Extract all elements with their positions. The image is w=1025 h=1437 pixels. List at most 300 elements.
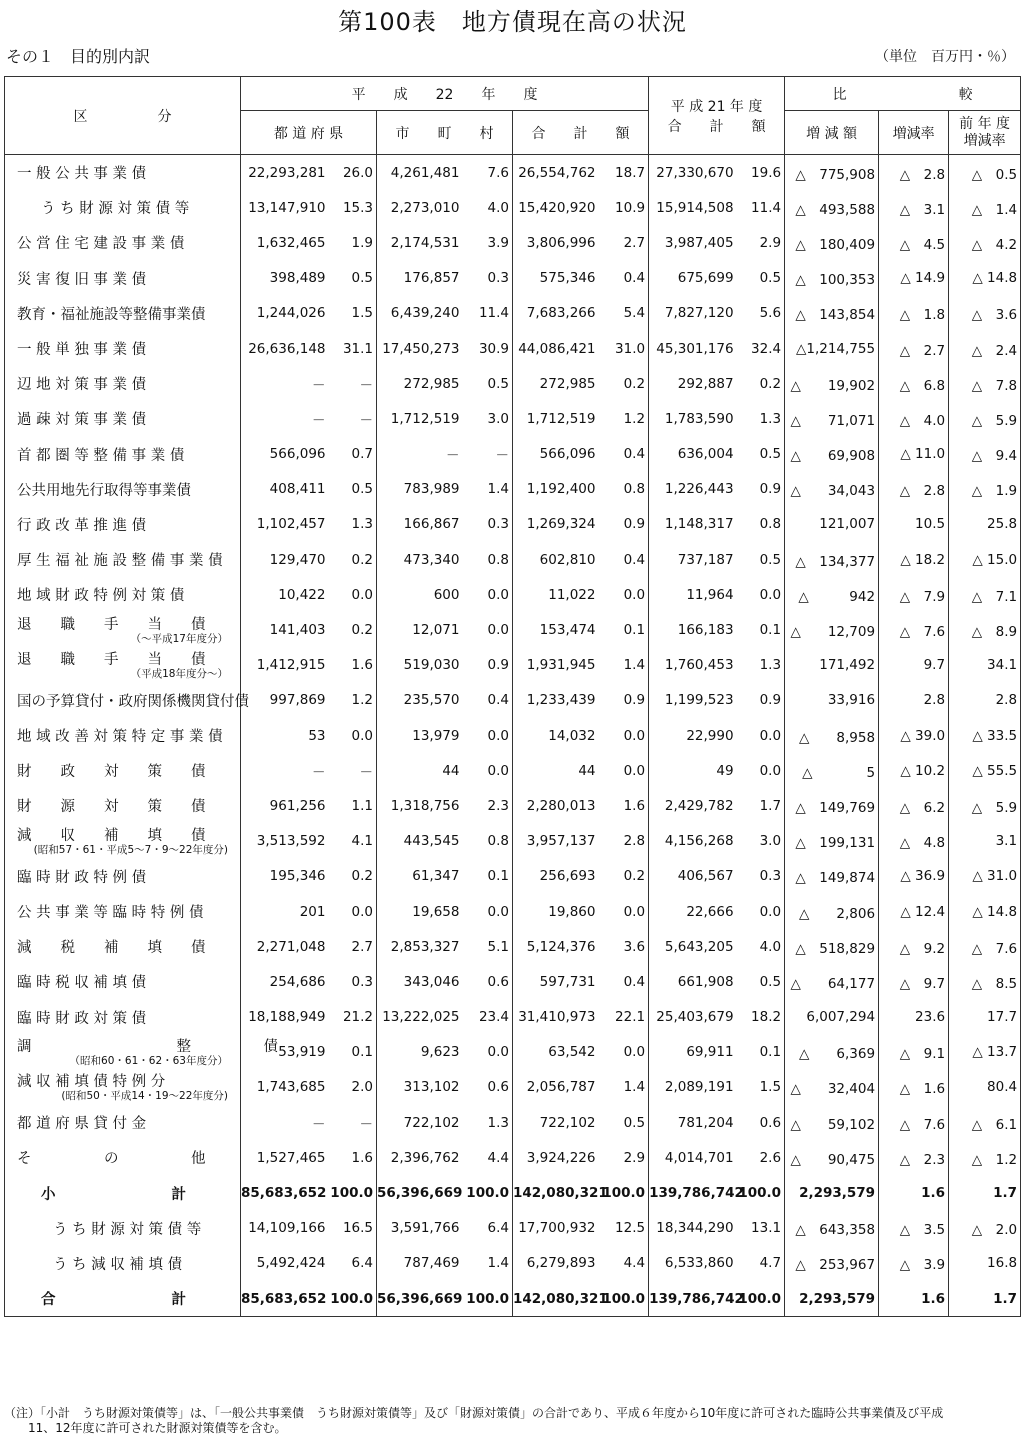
row-label bbox=[5, 155, 241, 191]
muni-value: 783,989 bbox=[377, 472, 463, 507]
subtotal-row bbox=[5, 1175, 1021, 1210]
pref-ratio: 0.0 bbox=[351, 727, 373, 744]
h21-value: 737,187 bbox=[649, 542, 737, 577]
rate-value: △ 12.4 bbox=[879, 894, 949, 929]
table-row bbox=[5, 894, 1021, 929]
total-ratio: 2.8 bbox=[623, 833, 646, 850]
footnote bbox=[4, 1406, 1024, 1436]
pref-value: 201 bbox=[241, 894, 329, 929]
pref-value: 254,686 bbox=[241, 964, 329, 999]
total-ratio: 5.4 bbox=[623, 305, 646, 322]
prev-rate-value: △ 5.9 bbox=[949, 401, 1021, 436]
diff-value: 2,293,579 bbox=[785, 1175, 879, 1210]
prev-rate-value: △ 8.5 bbox=[949, 964, 1021, 999]
header-prev-line1: 前 年 度 bbox=[959, 115, 1011, 132]
h21-value: 45,301,176 bbox=[649, 331, 737, 366]
rate-value: 1.6 bbox=[879, 1175, 949, 1210]
h21-ratio: 19.6 bbox=[737, 155, 785, 191]
header-compare: 比 較 bbox=[785, 77, 1021, 111]
muni-ratio: 1.4 bbox=[487, 1255, 509, 1272]
rate-value: 2.8 bbox=[879, 683, 949, 718]
total-value: 602,810 bbox=[513, 542, 599, 577]
muni-ratio: 0.6 bbox=[487, 1079, 509, 1096]
row-label bbox=[5, 964, 241, 999]
muni-value: 343,046 bbox=[377, 964, 463, 999]
row-label-text: 首 都 圏 等 整 備 事 業 債 bbox=[17, 447, 185, 464]
pref-ratio: 1.9 bbox=[351, 234, 373, 251]
prev-rate-value: △ 0.5 bbox=[949, 155, 1021, 191]
muni-ratio: 0.0 bbox=[487, 903, 509, 920]
row-label-note: (昭和57・61・平成5～7・9～22年度分) bbox=[33, 843, 228, 856]
row-label bbox=[5, 437, 241, 472]
muni-ratio: 0.0 bbox=[487, 1044, 509, 1061]
row-label-text: 厚 生 福 祉 施 設 整 備 事 業 債 bbox=[17, 553, 223, 570]
pref-value: 408,411 bbox=[241, 472, 329, 507]
grand-total-row bbox=[5, 1281, 1021, 1317]
h21-ratio: 0.0 bbox=[759, 903, 782, 920]
muni-ratio: 0.8 bbox=[487, 551, 509, 568]
h21-value: 1,226,443 bbox=[649, 472, 737, 507]
table-row bbox=[5, 788, 1021, 823]
rate-value: △ 9.1 bbox=[879, 1035, 949, 1070]
total-ratio: 12.5 bbox=[615, 1220, 646, 1237]
diff-value: △ 69,908 bbox=[785, 437, 879, 472]
prev-rate-value: △ 33.5 bbox=[949, 718, 1021, 753]
h21-value: 25,403,679 bbox=[649, 1000, 737, 1035]
prev-rate-value: △ 1.4 bbox=[949, 190, 1021, 225]
table-row bbox=[5, 542, 1021, 577]
muni-ratio: 0.4 bbox=[487, 692, 509, 709]
row-label bbox=[5, 824, 241, 859]
row-label-text: 財 源 対 策 債 bbox=[17, 799, 206, 816]
prev-rate-value: △ 2.0 bbox=[949, 1211, 1021, 1246]
h21-value: 6,533,860 bbox=[649, 1246, 737, 1281]
row-label-text: 減 収 補 填 債 特 例 分 bbox=[17, 1073, 166, 1090]
h21-ratio: 32.4 bbox=[751, 340, 782, 357]
h21-value: 5,643,205 bbox=[649, 929, 737, 964]
row-label-text: 臨 時 財 政 対 策 債 bbox=[17, 1010, 147, 1027]
muni-value: 9,623 bbox=[377, 1035, 463, 1070]
pref-value: 398,489 bbox=[241, 261, 329, 296]
muni-ratio: 6.4 bbox=[487, 1220, 509, 1237]
h21-ratio: 0.5 bbox=[759, 270, 782, 287]
prev-rate-value: △ 31.0 bbox=[949, 859, 1021, 894]
total-value: 256,693 bbox=[513, 859, 599, 894]
total-value: 722,102 bbox=[513, 1105, 599, 1140]
pref-ratio: － bbox=[359, 412, 373, 429]
total-value: 11,022 bbox=[513, 577, 599, 612]
muni-ratio: 2.3 bbox=[487, 797, 509, 814]
h21-ratio: 0.5 bbox=[759, 973, 782, 990]
prev-rate-value: 80.4 bbox=[949, 1070, 1021, 1105]
row-label bbox=[5, 296, 241, 331]
total-ratio: 0.0 bbox=[623, 586, 646, 603]
row-label-text: う ち 財 源 対 策 債 等 bbox=[53, 1221, 202, 1238]
muni-value: 787,469 bbox=[377, 1246, 463, 1281]
row-label bbox=[5, 507, 241, 542]
pref-value: 22,293,281 bbox=[241, 155, 329, 191]
h21-ratio: 13.1 bbox=[751, 1220, 782, 1237]
h21-value: 1,783,590 bbox=[649, 401, 737, 436]
row-label-text: 地 域 財 政 特 例 対 策 債 bbox=[17, 588, 185, 605]
pref-ratio: 0.2 bbox=[351, 868, 373, 885]
rate-value: △ 1.6 bbox=[879, 1070, 949, 1105]
total-value: 15,420,920 bbox=[513, 190, 599, 225]
h21-value: 4,014,701 bbox=[649, 1140, 737, 1175]
rate-value: 10.5 bbox=[879, 507, 949, 542]
diff-value: △ 32,404 bbox=[785, 1070, 879, 1105]
total-value: 2,280,013 bbox=[513, 788, 599, 823]
total-ratio: 3.6 bbox=[623, 938, 646, 955]
pref-ratio: 0.0 bbox=[351, 586, 373, 603]
muni-value: 4,261,481 bbox=[377, 155, 463, 191]
muni-value: 13,979 bbox=[377, 718, 463, 753]
muni-value: 519,030 bbox=[377, 648, 463, 683]
rate-value: △ 10.2 bbox=[879, 753, 949, 788]
rate-value: △ 1.8 bbox=[879, 296, 949, 331]
muni-value: 235,570 bbox=[377, 683, 463, 718]
total-ratio: 0.9 bbox=[623, 692, 646, 709]
h21-ratio: 11.4 bbox=[751, 199, 782, 216]
total-ratio: 4.4 bbox=[623, 1255, 646, 1272]
pref-ratio: － bbox=[359, 377, 373, 394]
h21-ratio: 0.5 bbox=[759, 551, 782, 568]
table-row bbox=[5, 718, 1021, 753]
h21-ratio: 4.0 bbox=[759, 938, 782, 955]
row-label bbox=[5, 225, 241, 260]
pref-ratio: 1.6 bbox=[351, 657, 373, 674]
h21-value: 7,827,120 bbox=[649, 296, 737, 331]
diff-value: △1,214,755 bbox=[785, 331, 879, 366]
table-row bbox=[5, 1000, 1021, 1035]
total-ratio: 1.2 bbox=[623, 410, 646, 427]
row-label-text: 調 整 債 bbox=[17, 1038, 278, 1055]
rate-value: △ 14.9 bbox=[879, 261, 949, 296]
table-row bbox=[5, 261, 1021, 296]
muni-value: 13,222,025 bbox=[377, 1000, 463, 1035]
pref-ratio: 1.5 bbox=[351, 305, 373, 322]
diff-value: △ 34,043 bbox=[785, 472, 879, 507]
diff-value: △ 253,967 bbox=[785, 1246, 879, 1281]
total-value: 44,086,421 bbox=[513, 331, 599, 366]
h21-value: 292,887 bbox=[649, 366, 737, 401]
pref-value: 10,422 bbox=[241, 577, 329, 612]
header-h21-line1: 平 成 21 年 度 bbox=[670, 98, 763, 115]
row-label-text: 小 計 bbox=[41, 1186, 186, 1203]
muni-ratio: 0.1 bbox=[487, 868, 509, 885]
rate-value: 1.6 bbox=[879, 1281, 949, 1317]
debt-balance-table bbox=[4, 76, 1021, 1317]
row-label-text: 減 収 補 填 債 bbox=[17, 827, 206, 844]
row-label bbox=[5, 683, 249, 718]
pref-value: 53 bbox=[241, 718, 329, 753]
total-value: 26,554,762 bbox=[513, 155, 599, 191]
total-value: 1,192,400 bbox=[513, 472, 599, 507]
row-label-note: (昭和50・平成14・19～22年度分) bbox=[61, 1089, 228, 1102]
rate-value: △ 6.2 bbox=[879, 788, 949, 823]
pref-ratio: 100.0 bbox=[329, 1281, 377, 1317]
rate-value: △ 36.9 bbox=[879, 859, 949, 894]
prev-rate-value: 17.7 bbox=[949, 1000, 1021, 1035]
pref-ratio: 0.0 bbox=[351, 903, 373, 920]
total-ratio: 0.1 bbox=[623, 622, 646, 639]
rate-value: △ 7.6 bbox=[879, 612, 949, 647]
h21-ratio: 0.9 bbox=[759, 692, 782, 709]
rate-value: △ 2.3 bbox=[879, 1140, 949, 1175]
prev-rate-value: △ 7.6 bbox=[949, 929, 1021, 964]
diff-value: 33,916 bbox=[785, 683, 879, 718]
row-label-text: 退 職 手 当 債 bbox=[17, 651, 206, 668]
diff-value: △ 2,806 bbox=[785, 894, 879, 929]
pref-value: 2,271,048 bbox=[241, 929, 329, 964]
h21-value: 2,429,782 bbox=[649, 788, 737, 823]
header-kubun: 区 分 bbox=[5, 77, 241, 155]
header-prefecture: 都 道 府 県 bbox=[241, 111, 377, 155]
total-ratio: 2.7 bbox=[623, 234, 646, 251]
total-ratio: 31.0 bbox=[615, 340, 646, 357]
muni-ratio: 100.0 bbox=[466, 1185, 509, 1202]
pref-ratio: 31.1 bbox=[342, 340, 373, 357]
rate-value: 9.7 bbox=[879, 648, 949, 683]
row-label-text: 過 疎 対 策 事 業 債 bbox=[17, 412, 147, 429]
h21-value: 661,908 bbox=[649, 964, 737, 999]
prev-rate-value: 34.1 bbox=[949, 648, 1021, 683]
prev-rate-value: △ 15.0 bbox=[949, 542, 1021, 577]
muni-ratio: 1.4 bbox=[487, 481, 509, 498]
row-label-text: 臨 時 財 政 特 例 債 bbox=[17, 869, 147, 886]
muni-value: 1,318,756 bbox=[377, 788, 463, 823]
pref-value: 1,102,457 bbox=[241, 507, 329, 542]
total-ratio: 0.0 bbox=[623, 903, 646, 920]
diff-value: △ 775,908 bbox=[785, 155, 879, 191]
pref-value: 961,256 bbox=[241, 788, 329, 823]
pref-value: 53,919 bbox=[241, 1035, 329, 1070]
table-row bbox=[5, 401, 1021, 436]
muni-value: 272,985 bbox=[377, 366, 463, 401]
row-label bbox=[5, 190, 241, 225]
rate-value: △ 11.0 bbox=[879, 437, 949, 472]
row-label bbox=[5, 401, 241, 436]
row-label-text: 財 政 対 策 債 bbox=[17, 764, 206, 781]
table-row bbox=[5, 366, 1021, 401]
unit-label: （単位 百万円・％） bbox=[875, 49, 1015, 65]
h21-ratio: 2.9 bbox=[759, 234, 782, 251]
pref-ratio: 6.4 bbox=[351, 1255, 373, 1272]
pref-value: 85,683,652 bbox=[241, 1281, 329, 1317]
h21-ratio: 0.2 bbox=[759, 375, 782, 392]
h21-ratio: 3.0 bbox=[759, 833, 782, 850]
table-row bbox=[5, 507, 1021, 542]
h21-ratio: 2.6 bbox=[759, 1149, 782, 1166]
muni-value: 313,102 bbox=[377, 1070, 463, 1105]
prev-rate-value: 1.7 bbox=[949, 1281, 1021, 1317]
pref-value: 195,346 bbox=[241, 859, 329, 894]
diff-value: △ 5 bbox=[785, 753, 879, 788]
total-ratio: 2.9 bbox=[623, 1149, 646, 1166]
table-row bbox=[5, 190, 1021, 225]
row-label bbox=[5, 788, 241, 823]
table-row bbox=[5, 683, 1021, 718]
h21-ratio: 5.6 bbox=[759, 305, 782, 322]
header-rate: 増減率 bbox=[879, 111, 949, 155]
diff-value: △ 149,874 bbox=[785, 859, 879, 894]
row-label bbox=[5, 366, 241, 401]
muni-value: 166,867 bbox=[377, 507, 463, 542]
row-label bbox=[5, 1140, 241, 1175]
h21-ratio: 1.5 bbox=[759, 1079, 782, 1096]
row-label-text: 辺 地 対 策 事 業 債 bbox=[17, 377, 147, 394]
table-row bbox=[5, 1140, 1021, 1175]
h21-value: 406,567 bbox=[649, 859, 737, 894]
diff-value: △ 71,071 bbox=[785, 401, 879, 436]
diff-value: 171,492 bbox=[785, 648, 879, 683]
muni-value: 2,396,762 bbox=[377, 1140, 463, 1175]
row-label-text: 地 域 改 善 対 策 特 定 事 業 債 bbox=[17, 729, 223, 746]
row-label bbox=[5, 648, 241, 683]
total-value: 1,931,945 bbox=[513, 648, 599, 683]
rate-value: △ 4.0 bbox=[879, 401, 949, 436]
row-label-text: 合 計 bbox=[41, 1292, 186, 1309]
row-label-text: う ち 減 収 補 填 債 bbox=[53, 1256, 183, 1273]
header-total: 合 計 額 bbox=[513, 111, 649, 155]
header-h22: 平 成 22 年 度 bbox=[241, 77, 649, 111]
prev-rate-value: △ 1.2 bbox=[949, 1140, 1021, 1175]
rate-value: △ 2.7 bbox=[879, 331, 949, 366]
pref-value: － bbox=[241, 1105, 329, 1140]
pref-ratio: 0.7 bbox=[351, 446, 373, 463]
total-ratio: 0.4 bbox=[623, 270, 646, 287]
diff-value: △ 90,475 bbox=[785, 1140, 879, 1175]
muni-ratio: 0.0 bbox=[487, 622, 509, 639]
muni-ratio: 0.0 bbox=[487, 762, 509, 779]
table-row bbox=[5, 437, 1021, 472]
h21-ratio: 4.7 bbox=[759, 1255, 782, 1272]
row-label bbox=[5, 1105, 241, 1140]
h21-value: 3,987,405 bbox=[649, 225, 737, 260]
h21-value: 1,148,317 bbox=[649, 507, 737, 542]
total-value: 2,056,787 bbox=[513, 1070, 599, 1105]
table-row bbox=[5, 648, 1021, 683]
muni-ratio: 0.3 bbox=[487, 516, 509, 533]
prev-rate-value: △ 2.4 bbox=[949, 331, 1021, 366]
rate-value: △ 2.8 bbox=[879, 472, 949, 507]
h21-ratio: 100.0 bbox=[738, 1185, 782, 1202]
h21-value: 15,914,508 bbox=[649, 190, 737, 225]
total-ratio: 0.0 bbox=[623, 1044, 646, 1061]
prev-rate-value: △ 5.9 bbox=[949, 788, 1021, 823]
prev-rate-value: △ 13.7 bbox=[949, 1035, 1021, 1070]
table-row bbox=[5, 1070, 1021, 1105]
row-label bbox=[5, 1246, 241, 1281]
total-ratio: 0.9 bbox=[623, 516, 646, 533]
total-value: 153,474 bbox=[513, 612, 599, 647]
h21-ratio: 100.0 bbox=[737, 1281, 785, 1317]
row-label bbox=[5, 718, 241, 753]
pref-value: 566,096 bbox=[241, 437, 329, 472]
rate-value: △ 4.5 bbox=[879, 225, 949, 260]
muni-ratio: 3.0 bbox=[487, 410, 509, 427]
pref-ratio: 15.3 bbox=[342, 199, 373, 216]
footnote-line-2: 11、12年度に許可された財源対策債等を含む。 bbox=[4, 1421, 287, 1435]
prev-rate-value: △ 14.8 bbox=[949, 261, 1021, 296]
row-label bbox=[5, 1070, 241, 1105]
total-value: 272,985 bbox=[513, 366, 599, 401]
total-ratio: 0.2 bbox=[623, 375, 646, 392]
total-value: 597,731 bbox=[513, 964, 599, 999]
total-ratio: 1.6 bbox=[623, 797, 646, 814]
prev-rate-value: △ 4.2 bbox=[949, 225, 1021, 260]
diff-value: △ 180,409 bbox=[785, 225, 879, 260]
row-label bbox=[5, 1211, 241, 1246]
table-row bbox=[5, 225, 1021, 260]
total-ratio: 22.1 bbox=[615, 1009, 646, 1026]
h21-value: 2,089,191 bbox=[649, 1070, 737, 1105]
pref-value: 141,403 bbox=[241, 612, 329, 647]
total-ratio: 0.0 bbox=[623, 727, 646, 744]
pref-value: 1,527,465 bbox=[241, 1140, 329, 1175]
table-row bbox=[5, 964, 1021, 999]
muni-ratio: 11.4 bbox=[478, 305, 509, 322]
total-value: 17,700,932 bbox=[513, 1211, 599, 1246]
total-ratio: 0.2 bbox=[623, 868, 646, 885]
total-ratio: 0.4 bbox=[623, 973, 646, 990]
h21-value: 49 bbox=[649, 753, 737, 788]
pref-value: 1,632,465 bbox=[241, 225, 329, 260]
table-row bbox=[5, 296, 1021, 331]
total-ratio: 0.4 bbox=[623, 551, 646, 568]
row-label-text: そ の 他 bbox=[17, 1151, 206, 1168]
row-label-text: 行 政 改 革 推 進 債 bbox=[17, 517, 147, 534]
h21-ratio: 0.0 bbox=[759, 727, 782, 744]
muni-value: 56,396,669 bbox=[377, 1281, 463, 1317]
muni-value: 473,340 bbox=[377, 542, 463, 577]
table-row bbox=[5, 612, 1021, 647]
row-label bbox=[5, 472, 241, 507]
row-label-text: 公 営 住 宅 建 設 事 業 債 bbox=[17, 236, 185, 253]
prev-rate-value: △ 7.8 bbox=[949, 366, 1021, 401]
total-value: 3,806,996 bbox=[513, 225, 599, 260]
total-value: 19,860 bbox=[513, 894, 599, 929]
prev-rate-value: △ 7.1 bbox=[949, 577, 1021, 612]
pref-ratio: － bbox=[359, 764, 373, 781]
muni-ratio: 3.9 bbox=[487, 234, 509, 251]
h21-value: 675,699 bbox=[649, 261, 737, 296]
prev-rate-value: △ 6.1 bbox=[949, 1105, 1021, 1140]
muni-ratio: 0.8 bbox=[487, 833, 509, 850]
muni-value: 17,450,273 bbox=[377, 331, 463, 366]
pref-value: － bbox=[241, 753, 329, 788]
row-label-note: （～平成17年度分） bbox=[130, 632, 228, 645]
diff-value: 6,007,294 bbox=[785, 1000, 879, 1035]
h21-ratio: 0.8 bbox=[759, 516, 782, 533]
h21-value: 166,183 bbox=[649, 612, 737, 647]
rate-value: 23.6 bbox=[879, 1000, 949, 1035]
row-label-note: （昭和60・61・62・63年度分） bbox=[69, 1054, 228, 1067]
row-label bbox=[5, 753, 241, 788]
muni-value: 12,071 bbox=[377, 612, 463, 647]
pref-ratio: 1.2 bbox=[351, 692, 373, 709]
table-row bbox=[5, 859, 1021, 894]
pref-value: 3,513,592 bbox=[241, 824, 329, 859]
total-ratio: 0.5 bbox=[623, 1114, 646, 1131]
diff-value: 121,007 bbox=[785, 507, 879, 542]
diff-value: △ 143,854 bbox=[785, 296, 879, 331]
row-label-text: 一 般 公 共 事 業 債 bbox=[17, 166, 147, 183]
h21-ratio: 0.1 bbox=[759, 1044, 782, 1061]
pref-ratio: － bbox=[359, 1116, 373, 1133]
muni-ratio: 100.0 bbox=[463, 1281, 513, 1317]
header-h21-line2: 合 計 額 bbox=[667, 118, 766, 135]
